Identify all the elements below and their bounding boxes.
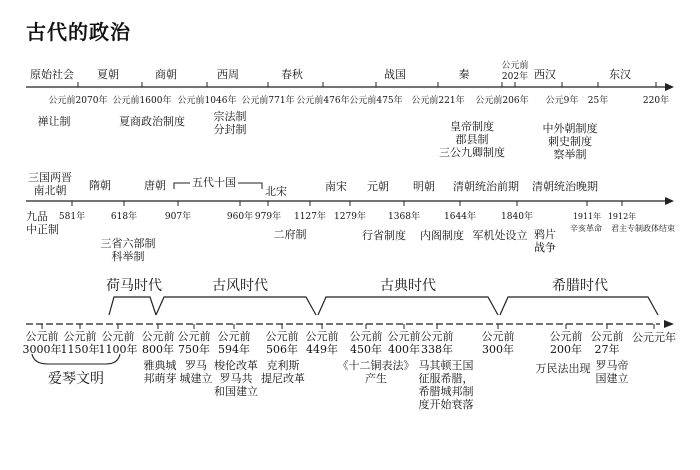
date-200bc: 公元前 200年	[549, 330, 583, 356]
date-506bc: 公元前 506年	[265, 330, 299, 356]
period-sui: 隋朝	[89, 179, 111, 192]
period-yuan: 元朝	[367, 180, 389, 193]
date-979: 979年	[254, 212, 282, 222]
period-tang: 唐朝	[144, 179, 166, 192]
timeline-3-arrow	[664, 320, 674, 328]
period-ming: 明朝	[413, 180, 435, 193]
date-1840: 1840年	[501, 212, 533, 222]
period-chunqiu: 春秋	[281, 68, 303, 81]
date-475bc: 公元前475年	[349, 96, 403, 106]
date-1912: 1912年	[607, 212, 637, 221]
event-xinhai: 辛亥革命	[570, 224, 602, 233]
date-1279: 1279年	[334, 212, 366, 222]
date-25ad: 25年	[587, 96, 609, 106]
period-xizhou: 西周	[217, 68, 239, 81]
period-xia: 夏朝	[97, 68, 119, 81]
timeline-1-arrow	[665, 83, 674, 91]
period-beisong: 北宋	[265, 185, 287, 198]
date-338bc: 公元前 338年	[420, 330, 454, 356]
date-450bc: 公元前 450年	[349, 330, 383, 356]
era-classical: 古典时代	[380, 278, 436, 294]
date-27bc: 公元前 27年	[590, 330, 624, 356]
date-220ad: 220年	[642, 96, 670, 106]
era-archaic: 古风时代	[212, 278, 268, 294]
date-206bc: 公元前206年	[475, 96, 529, 106]
event-cleisthenes: 克利斯 提尼改革	[261, 359, 305, 385]
event-neige: 内阁制度	[420, 229, 464, 242]
date-476bc: 公元前476年	[296, 96, 350, 106]
event-sansheng: 三省六部制 科举制	[100, 237, 156, 263]
event-opium-war: 鸦片 战争	[534, 228, 556, 254]
hellenistic-era-bracket	[500, 297, 658, 315]
event-xiashang: 夏商政治制度	[119, 115, 185, 128]
date-618: 618年	[110, 212, 138, 222]
event-qin-system: 皇帝制度 郡县制 三公九卿制度	[439, 120, 505, 159]
date-9ad: 公元9年	[545, 96, 579, 106]
date-1100bc: 公元前 1100年	[98, 330, 138, 356]
date-1046bc: 公元前1046年	[177, 96, 237, 106]
period-xihan: 西汉	[534, 68, 556, 81]
period-yuanshi: 原始社会	[30, 68, 74, 81]
event-aegean: 爱琴文明	[48, 371, 104, 387]
date-1911: 1911年	[572, 212, 602, 221]
event-zongfa: 宗法制 分封制	[213, 110, 247, 136]
event-shanrang: 禅让制	[37, 115, 71, 128]
date-800bc: 公元前 800年	[141, 330, 175, 356]
date-300bc: 公元前 300年	[481, 330, 515, 356]
event-erfu: 二府制	[273, 228, 307, 241]
event-xingsheng: 行省制度	[362, 229, 406, 242]
date-221bc: 公元前221年	[411, 96, 465, 106]
event-twelve-tables: 《十二铜表法》 产生	[337, 359, 415, 385]
date-1150bc: 公元前 1150年	[60, 330, 100, 356]
period-wudai: 五代十国	[192, 176, 236, 189]
date-1644: 1644年	[444, 212, 476, 222]
page-title: 古代的政治	[26, 20, 131, 44]
period-qing-late: 清朝统治晚期	[532, 180, 598, 193]
period-sanguo: 三国两晋 南北朝	[28, 171, 72, 197]
date-1ad: 公元元年	[632, 331, 676, 344]
date-1368: 1368年	[388, 212, 420, 222]
event-solon: 梭伦改革 罗马共 和国建立	[214, 359, 258, 398]
date-907: 907年	[164, 212, 192, 222]
date-771bc: 公元前771年	[241, 96, 295, 106]
event-jiupin: 九品 中正制	[26, 210, 59, 236]
date-202bc: 公元前202年	[501, 61, 529, 82]
event-macedon: 马其顿王国 征服希腊， 希腊城邦制 度开始衰落	[418, 359, 474, 411]
period-shang: 商朝	[155, 68, 177, 81]
archaic-era-bracket	[156, 297, 316, 315]
period-zhanguo: 战国	[384, 68, 406, 81]
date-2070bc: 公元前2070年	[48, 96, 108, 106]
date-1127: 1127年	[294, 212, 326, 222]
event-monarchy-end: 君主专制政体结束	[611, 224, 675, 233]
date-594bc: 公元前 594年	[217, 330, 251, 356]
classical-era-bracket	[318, 297, 498, 315]
timeline-2-arrow	[665, 197, 674, 205]
period-qin: 秦	[458, 68, 470, 81]
date-400bc: 公元前 400年	[387, 330, 421, 356]
date-1600bc: 公元前1600年	[112, 96, 172, 106]
date-750bc: 公元前 750年	[177, 330, 211, 356]
period-qing-early: 清朝统治前期	[453, 180, 519, 193]
event-athens-sprout: 雅典城 邦萌芽	[143, 359, 177, 385]
event-junjichu: 军机处设立	[472, 229, 528, 242]
event-han-system: 中外朝制度 刺史制度 察举制	[542, 122, 598, 161]
event-ius-gentium: 万民法出现	[535, 362, 591, 375]
date-449bc: 公元前 449年	[305, 330, 339, 356]
date-960: 960年	[226, 212, 254, 222]
date-581: 581年	[58, 212, 86, 222]
event-rome-founded: 罗马 城建立	[179, 359, 213, 385]
era-homer: 荷马时代	[106, 278, 162, 294]
era-hellenistic: 希腊时代	[552, 278, 608, 294]
period-donghan: 东汉	[609, 68, 631, 81]
homer-era-bracket	[109, 297, 156, 315]
period-nansong: 南宋	[325, 180, 347, 193]
date-3000bc: 公元前 3000年	[22, 330, 62, 356]
event-roman-empire: 罗马帝 国建立	[595, 359, 629, 385]
